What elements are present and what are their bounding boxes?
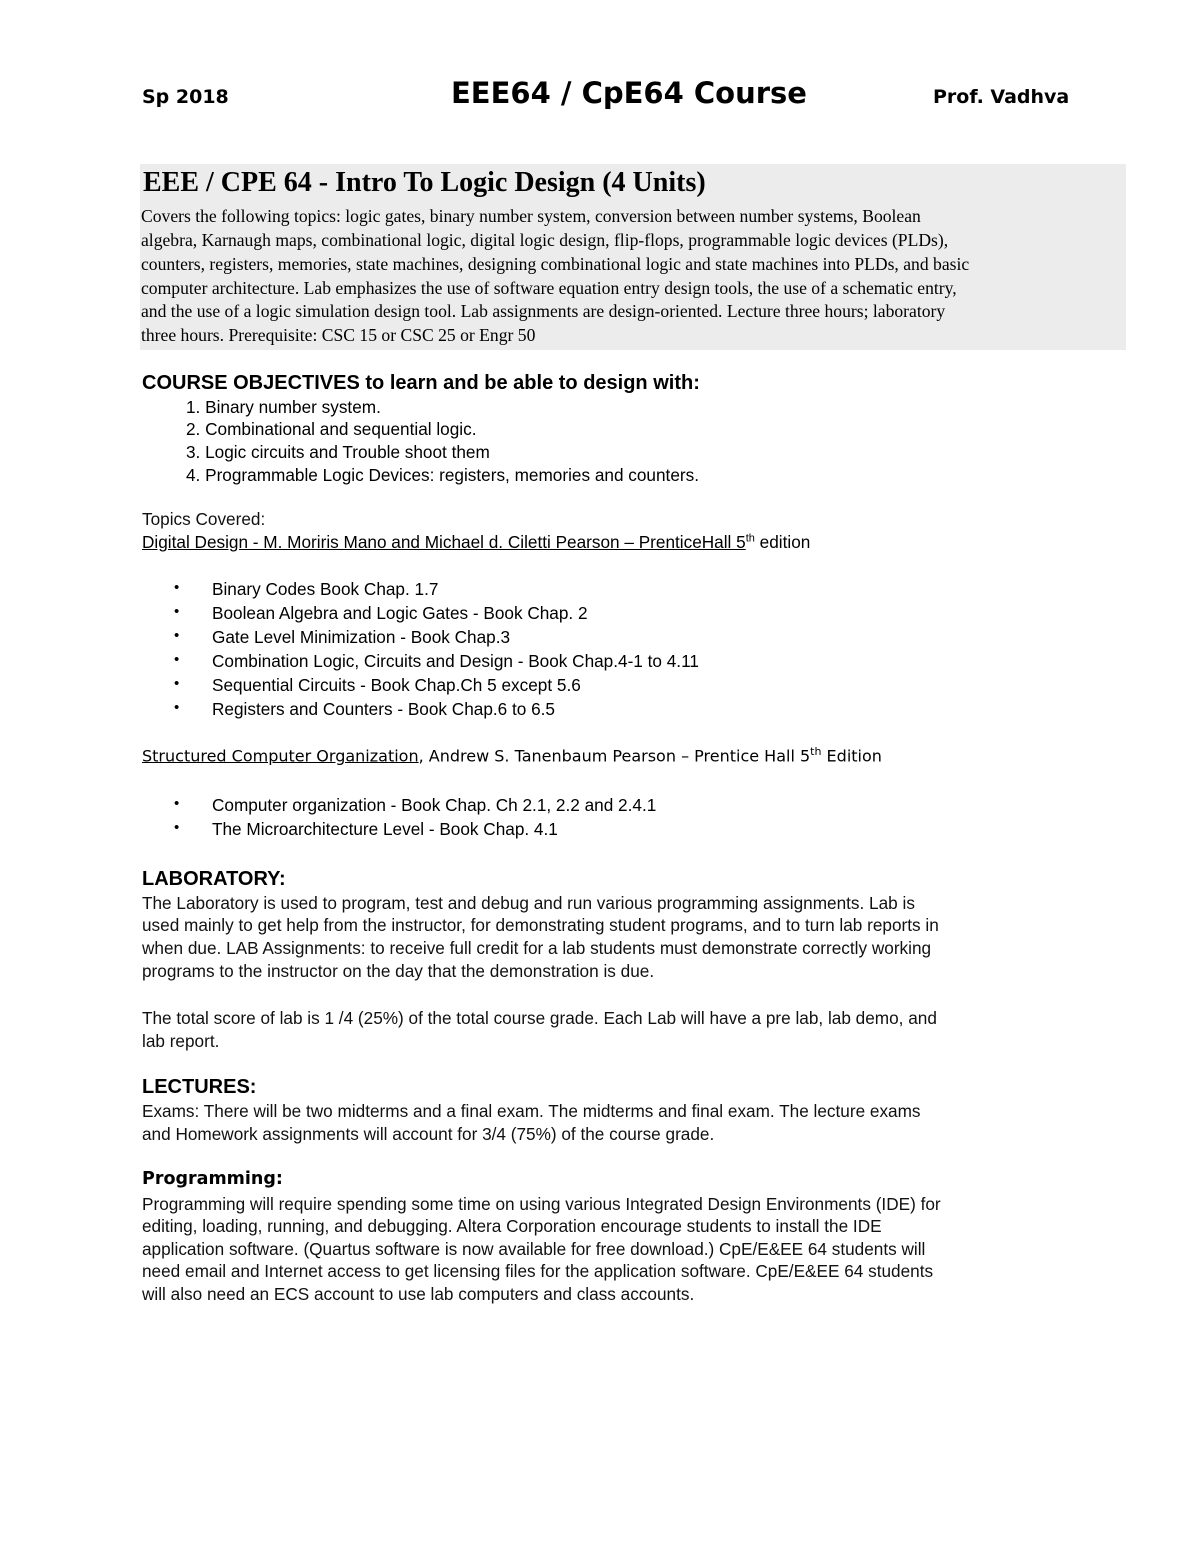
description-line: three hours. Prerequisite: CSC 15 or CSC 25 or Engr 50: [141, 325, 536, 345]
description-line: counters, registers, memories, state machines, designing combinational logic and state machines into PLDs, and basic: [141, 254, 970, 274]
topics-label: Topics Covered:: [142, 509, 266, 529]
topic-item: Boolean Algebra and Logic Gates - Book Chap. 2: [212, 603, 588, 623]
topic-item: Gate Level Minimization - Book Chap.3: [212, 627, 511, 647]
bullet-icon: •: [174, 603, 180, 620]
book2-edition-sup: th: [810, 745, 822, 758]
topic-item: Computer organization - Book Chap. Ch 2.1, 2.2 and 2.4.1: [212, 795, 657, 815]
lectures-heading: LECTURES:: [142, 1076, 257, 1098]
objectives-heading: COURSE OBJECTIVES to learn and be able to design with:: [142, 372, 700, 394]
programming-line: Programming will require spending some time on using various Integrated Design Environments (IDE) for: [142, 1194, 941, 1214]
laboratory-line: used mainly to get help from the instructor, for demonstrating student programs, and to turn lab reports in: [142, 915, 939, 935]
book2-title: Structured Computer Organization: [142, 746, 419, 766]
course-description-title: EEE / CPE 64 - Intro To Logic Design (4 Units): [143, 167, 706, 198]
topic-item: Registers and Counters - Book Chap.6 to 6.5: [212, 699, 555, 719]
header-professor: Prof. Vadhva: [933, 86, 1070, 108]
laboratory-score-line: The total score of lab is 1 /4 (25%) of the total course grade. Each Lab will have a pre lab, lab demo, and: [142, 1008, 937, 1028]
bullet-icon: •: [174, 699, 180, 716]
header-term: Sp 2018: [142, 86, 229, 108]
lectures-line: Exams: There will be two midterms and a final exam. The midterms and final exam. The lecture exams: [142, 1101, 921, 1121]
topic-item: Sequential Circuits - Book Chap.Ch 5 except 5.6: [212, 675, 581, 695]
programming-line: need email and Internet access to get licensing files for the application software. CpE/E&EE 64 students: [142, 1261, 934, 1281]
book1-edition-sup: th: [745, 532, 755, 545]
description-line: computer architecture. Lab emphasizes the use of software equation entry design tools, the use of a schematic entry,: [141, 278, 957, 298]
laboratory-score-line: lab report.: [142, 1031, 220, 1051]
book1-reference: [142, 532, 810, 553]
programming-heading: Programming:: [142, 1169, 283, 1189]
laboratory-line: when due. LAB Assignments: to receive full credit for a lab students must demonstrate correctly working: [142, 938, 932, 958]
description-line: and the use of a logic simulation design tool. Lab assignments are design-oriented. Lecture three hours; laboratory: [141, 301, 946, 321]
programming-line: application software. (Quartus software is now available for free download.) CpE/E&EE 64 students will: [142, 1239, 926, 1259]
topic-item: Binary Codes Book Chap. 1.7: [212, 579, 439, 599]
topic-item: The Microarchitecture Level - Book Chap. 4.1: [212, 819, 558, 839]
bullet-icon: •: [174, 579, 180, 596]
objective-item: 4. Programmable Logic Devices: registers, memories and counters.: [186, 465, 699, 485]
lectures-line: and Homework assignments will account for 3/4 (75%) of the course grade.: [142, 1124, 715, 1144]
description-line: algebra, Karnaugh maps, combinational logic, digital logic design, flip-flops, programmable logic devices (PLDs),: [141, 230, 949, 250]
laboratory-line: programs to the instructor on the day that the demonstration is due.: [142, 961, 655, 981]
programming-line: editing, loading, running, and debugging. Altera Corporation encourage students to install the IDE: [142, 1216, 882, 1236]
book1-title: Digital Design - M. Moriris Mano and Michael d. Ciletti Pearson – PrenticeHall 5: [142, 532, 746, 552]
objective-item: 3. Logic circuits and Trouble shoot them: [186, 442, 490, 462]
description-line: Covers the following topics: logic gates, binary number system, conversion between number systems, Boolean: [141, 206, 921, 226]
header-course-title: EEE64 / CpE64 Course: [451, 76, 807, 110]
topic-item: Combination Logic, Circuits and Design - Book Chap.4-1 to 4.11: [212, 651, 699, 671]
bullet-icon: •: [174, 819, 180, 836]
bullet-icon: •: [174, 675, 180, 692]
objective-item: 1. Binary number system.: [186, 397, 381, 417]
objective-item: 2. Combinational and sequential logic.: [186, 419, 477, 439]
bullet-icon: •: [174, 651, 180, 668]
programming-line: will also need an ECS account to use lab computers and class accounts.: [142, 1284, 695, 1304]
laboratory-line: The Laboratory is used to program, test and debug and run various programming assignments. Lab is: [142, 893, 915, 913]
bullet-icon: •: [174, 795, 180, 812]
book2-reference: [142, 745, 882, 765]
book1-edition-tail: edition: [754, 532, 811, 552]
bullet-icon: •: [174, 627, 180, 644]
book2-author: , Andrew S. Tanenbaum Pearson – Prentice Hall 5: [418, 746, 811, 766]
laboratory-heading: LABORATORY:: [142, 868, 286, 890]
book2-edition-tail: Edition: [821, 746, 882, 766]
